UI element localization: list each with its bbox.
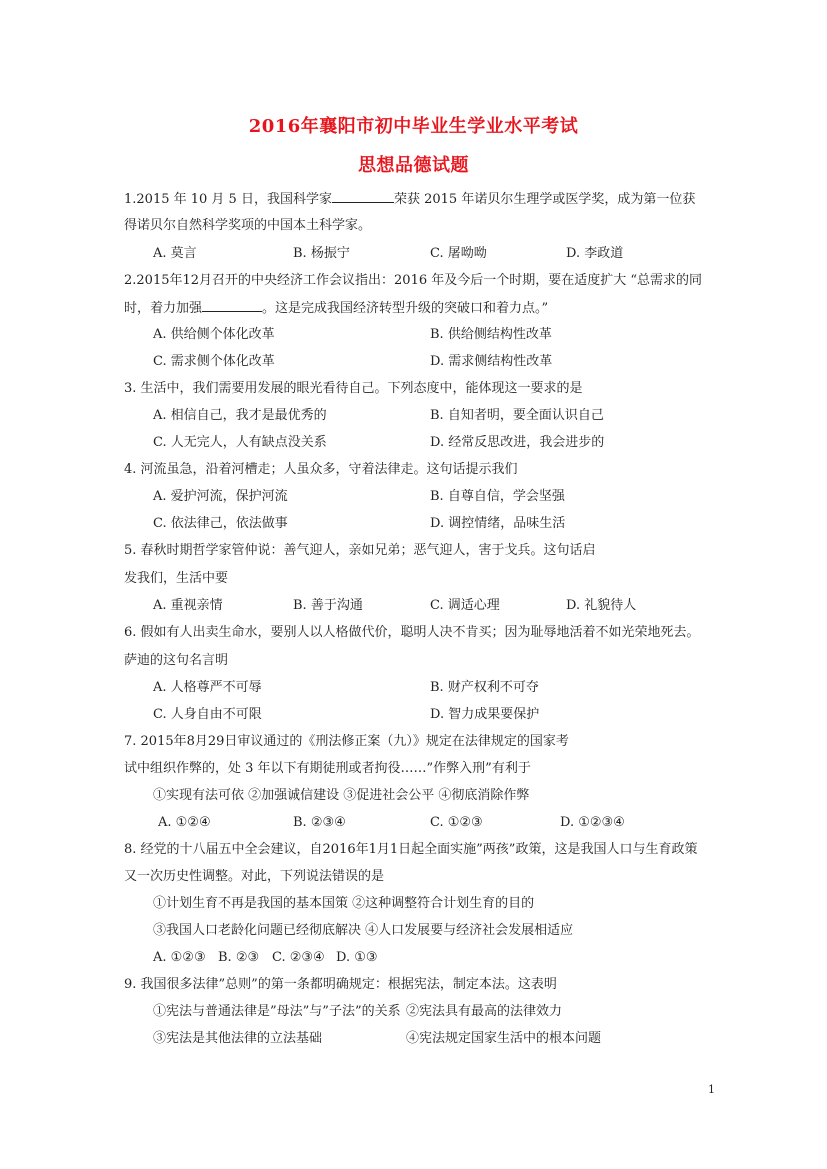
question-4-line-1: 4. 河流虽急，沿着河槽走；人虽众多，守着法律走。这句话提示我们 <box>124 462 518 477</box>
question-8-option-c: C. ②③④ <box>272 950 325 965</box>
question-9-statement-1: ①宪法与普通法律是”母法”与”子法”的关系 <box>153 1004 401 1019</box>
question-1-line-1: 1.2015 年 10 月 5 日，我国科学家 荣获 2015 年诺贝尔生理学或医学奖，成为第一位获 <box>124 192 696 207</box>
question-2-option-c: C. 需求侧个体化改革 <box>153 354 275 369</box>
answer-blank <box>332 190 394 203</box>
question-5-option-b: B. 善于沟通 <box>293 598 363 613</box>
question-1-option-a: A. 莫言 <box>153 246 197 261</box>
question-8-line-1: 8. 经党的十八届五中全会建议，自2016年1月1日起全面实施”两孩”政策，这是我国人口与生育政策 <box>124 842 698 857</box>
question-2-line-1: 2.2015年12月召开的中央经济工作会议指出：2016 年及今后一个时期，要在适度扩大 “总需求的同 <box>124 273 703 288</box>
question-9-line-1: 9. 我国很多法律”总则”的第一条都明确规定：根据宪法，制定本法。这表明 <box>124 977 557 992</box>
question-3-option-d: D. 经常反思改进，我会进步的 <box>430 435 605 450</box>
question-8-statements-1: ①计划生育不再是我国的基本国策 ②这种调整符合计划生育的目的 <box>153 896 535 911</box>
question-1-option-b: B. 杨振宁 <box>293 246 350 261</box>
question-6-option-a: A. 人格尊严不可辱 <box>153 680 262 695</box>
question-5-line-1: 5. 春秋时期哲学家管仲说：善气迎人，亲如兄弟；恶气迎人，害于戈兵。这句话启 <box>124 543 596 558</box>
question-4-option-b: B. 自尊自信，学会坚强 <box>430 489 565 504</box>
question-8-option-a: A. ①②③ <box>153 950 206 965</box>
question-4-option-d: D. 调控情绪，品味生活 <box>430 516 566 531</box>
question-2-line-2: 时，着力加强 。这是完成我国经济转型升级的突破口和着力点。” <box>124 301 549 316</box>
question-7-option-d: D. ①②③④ <box>560 815 625 830</box>
question-7-option-b: B. ②③④ <box>293 815 346 830</box>
question-5-line-2: 发我们，生活中要 <box>124 571 229 586</box>
question-3-option-b: B. 自知者明，要全面认识自己 <box>430 408 604 423</box>
question-3-option-a: A. 相信自己，我才是最优秀的 <box>153 408 327 423</box>
exam-title: 2016年襄阳市初中毕业生学业水平考试 <box>248 116 579 137</box>
question-3-option-c: C. 人无完人，人有缺点没关系 <box>153 435 327 450</box>
question-6-option-d: D. 智力成果要保护 <box>430 707 540 722</box>
question-8-option-b: B. ②③ <box>218 950 260 965</box>
question-4-option-c: C. 依法律己，依法做事 <box>153 516 288 531</box>
page-number: 1 <box>708 1083 715 1096</box>
question-7-option-c: C. ①②③ <box>430 815 483 830</box>
question-4-option-a: A. 爱护河流，保护河流 <box>153 489 288 504</box>
question-7-statements: ①实现有法可依 ②加强诚信建设 ③促进社会公平 ④彻底消除作弊 <box>153 788 530 803</box>
question-2-option-a: A. 供给侧个体化改革 <box>153 327 275 342</box>
question-6-option-b: B. 财产权利不可夺 <box>430 680 539 695</box>
question-2-option-b: B. 供给侧结构性改革 <box>430 327 552 342</box>
question-8-line-2: 又一次历史性调整。对此，下列说法错误的是 <box>124 869 385 884</box>
question-9-statement-2: ②宪法具有最高的法律效力 <box>406 1004 563 1019</box>
question-8-statements-2: ③我国人口老龄化问题已经彻底解决 ④人口发展要与经济社会发展相适应 <box>153 923 574 938</box>
question-6-option-c: C. 人身自由不可限 <box>153 707 262 722</box>
question-1-option-d: D. 李政道 <box>566 246 624 261</box>
question-3-line-1: 3. 生活中，我们需要用发展的眼光看待自己。下列态度中，能体现这一要求的是 <box>124 381 583 396</box>
question-9-statement-3: ③宪法是其他法律的立法基础 <box>153 1031 323 1046</box>
question-1-line-2: 得诺贝尔自然科学奖项的中国本土科学家。 <box>124 218 372 233</box>
question-8-option-d: D. ①③ <box>336 950 378 965</box>
question-7-line-2: 试中组织作弊的，处 3 年以下有期徒刑或者拘役……”作弊入刑”有利于 <box>124 761 531 776</box>
exam-subtitle: 思想品德试题 <box>358 155 469 176</box>
question-9-statement-4: ④宪法规定国家生活中的根本问题 <box>406 1031 602 1046</box>
question-6-line-2: 萨迪的这句名言明 <box>124 653 229 668</box>
question-5-option-a: A. 重视亲情 <box>153 598 223 613</box>
question-5-option-d: D. 礼貌待人 <box>566 598 637 613</box>
question-7-option-a: A. ①②④ <box>158 815 211 830</box>
question-5-option-c: C. 调适心理 <box>430 598 500 613</box>
question-2-option-d: D. 需求侧结构性改革 <box>430 354 553 369</box>
answer-blank <box>202 299 262 312</box>
question-7-line-1: 7. 2015年8月29日审议通过的《刑法修正案（九）》规定在法律规定的国家考 <box>124 734 569 749</box>
question-6-line-1: 6. 假如有人出卖生命水，要别人以人格做代价，聪明人决不肯买；因为耻辱地活着不如光荣地死去。 <box>124 625 700 640</box>
question-1-option-c: C. 屠呦呦 <box>430 246 487 261</box>
